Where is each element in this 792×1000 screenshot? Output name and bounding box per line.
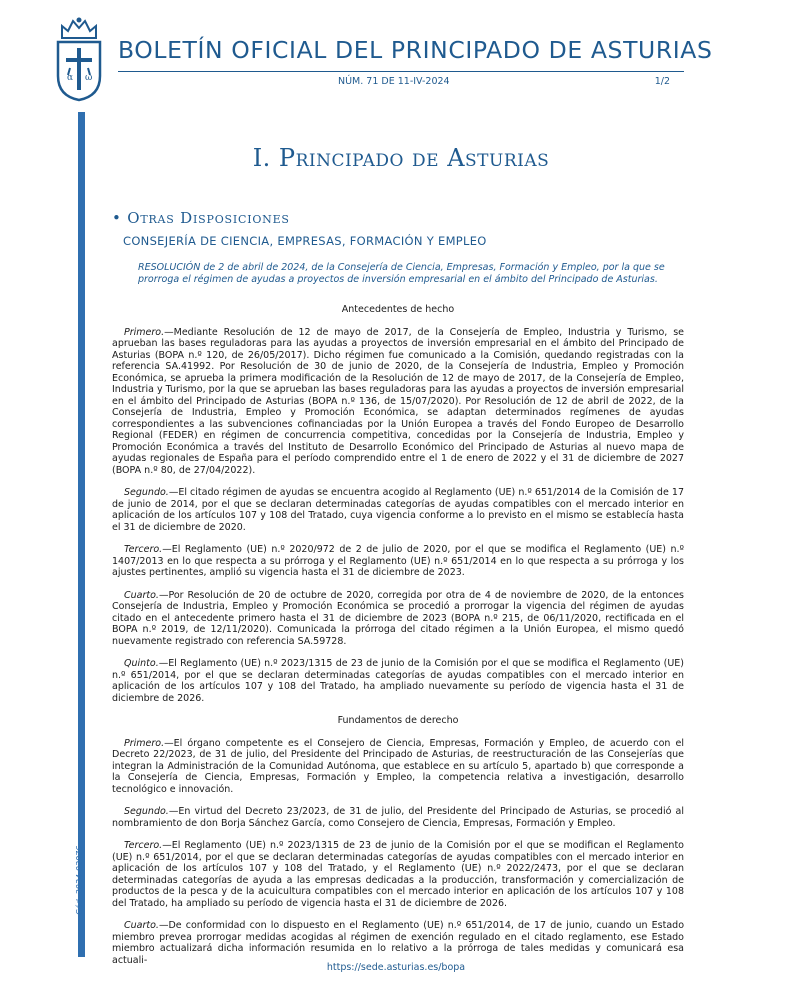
- issue-number: NÚM. 71 DE 11-IV-2024: [338, 76, 450, 87]
- paragraph-text: —El órgano competente es el Consejero de Ciencia, Empresas, Formación y Empleo, de acuerdo con el Decreto 22/2023, de 31 de julio, del Presidente del Principado de Asturias, de reestructuración de las Consejerías que integran la Administración de la Comunidad Autónoma, que establece en su artículo 5, apartado b) que corresponde a la Consejería de Ciencia, Empresas, Formación y Empleo, la competencia relativa a investigación, desarrollo tecnológico e innovación.: [112, 737, 684, 795]
- paragraph: [112, 590, 684, 648]
- subsection-title: • Otras Disposiciones: [112, 209, 290, 227]
- paragraph: [112, 806, 684, 829]
- ministry-name: CONSEJERÍA DE CIENCIA, EMPRESAS, FORMACIÓN Y EMPLEO: [123, 234, 487, 248]
- antecedentes-heading: Antecedentes de hecho: [341, 304, 455, 315]
- paragraph-text: —El Reglamento (UE) n.º 2023/1315 de 23 de junio de la Comisión por el que se modifica el Reglamento (UE) n.º 651/2014, por el que se declaran determinadas categorías de ayudas compatibles con el mercado interior en aplicación de los artículos 107 y 108 del Tratado, ha ampliado nuevamente su período de vigencia hasta el 31 de diciembre de 2026.: [112, 658, 684, 704]
- paragraph: [112, 327, 684, 477]
- paragraph-lead: Cuarto.: [124, 589, 159, 601]
- asturias-coat-of-arms-icon: [54, 16, 104, 102]
- bulletin-title: BOLETÍN OFICIAL DEL PRINCIPADO DE ASTURIAS: [118, 36, 713, 64]
- paragraph-text: —De conformidad con lo dispuesto en el Reglamento (UE) n.º 651/2014, de 17 de junio, cuando un Estado miembro prevea prorrogar medidas acogidas al régimen de exención regulado en el citado reglamento, ese Estado miembro actualizará dicha información resumida en lo relativo a la prórroga de tales medidas y comunicará esa actuali-: [112, 920, 684, 966]
- paragraph-text: —Por Resolución de 20 de octubre de 2020, corregida por otra de 4 de noviembre de 2020, de la entonces Consejería de Industria, Empleo y Promoción Económica se procedió a prorrogar la vigencia del régimen de ayudas citado en el antecedente primero hasta el 31 de diciembre de 2023 (BOPA n.º 215, de 06/11/2020, rectificada en el BOPA n.º 2019, de 12/11/2020). Comunicada la prórroga del citado régimen a la Unión Europea, el mismo quedó nuevamente registrado con referencia SA.59728.: [112, 589, 684, 647]
- issue-line: [118, 76, 684, 90]
- paragraph-lead: Quinto.: [124, 658, 159, 669]
- svg-text:ω: ω: [85, 73, 93, 83]
- paragraph: [112, 840, 684, 909]
- paragraph: [112, 738, 684, 796]
- paragraph-lead: Primero.: [124, 326, 165, 338]
- paragraph-lead: Tercero.: [124, 840, 163, 851]
- svg-text:α: α: [67, 73, 74, 83]
- paragraph-text: —Mediante Resolución de 12 de mayo de 2017, de la Consejería de Empleo, Industria y Turismo, se aprueban las bases reguladoras para las ayudas a proyectos de inversión empresarial en el ámbito del Principado de Asturias (BOPA n.º 120, de 26/05/2017). Dicho régimen fue comunicado a la Comisión, quedando registradas con la referencia SA.41992. Por Resolución de 30 de junio de 2020, de la Consejería de Industria, Empleo y Promoción Económica, se aprueba la primera modificación de la Resolución de 12 de mayo de 2017, de la Consejería de Empleo, Industria y Turismo, por la que se aprueban las bases reguladoras para las ayudas a proyectos de inversión empresarial en el ámbito del Principado de Asturias (BOPA n.º 136, de 15/07/2020). Por Resolución de 12 de abril de 2022, de la Consejería de Industria, Empleo y Promoción Económica, se adaptan determinados regímenes de ayudas correspondientes a las subvenciones cofinanciadas por la Unión Europea a través del Fondo Europeo de Desarrollo Regional (FEDER) en régimen de concurrencia competitiva, concedidas por la Consejería de Industria, Empleo y Promoción Económica a través del Instituto de Desarrollo Económico del Principado de Asturias al nuevo mapa de ayudas regionales de España para el período comprendido entre el 1 de enero de 2022 y el 31 de diciembre de 2027 (BOPA n.º 80, de 27/04/2022).: [112, 326, 684, 476]
- paragraph-lead: Primero.: [124, 737, 165, 749]
- paragraph-lead: Cuarto.: [124, 920, 159, 931]
- paragraph-text: —En virtud del Decreto 23/2023, de 31 de julio, del Presidente del Principado de Asturias, se procedió al nombramiento de don Borja Sánchez García, como Consejero de Ciencia, Empresas, Formación y Empleo.: [112, 806, 684, 829]
- paragraph: [112, 544, 684, 579]
- document-code: Cód. 2024-02976: [75, 845, 84, 915]
- paragraph: [112, 487, 684, 533]
- page-number: 1/2: [654, 76, 670, 87]
- paragraph-text: —El Reglamento (UE) n.º 2020/972 de 2 de julio de 2020, por el que se modifica el Reglamento (UE) n.º 1407/2013 en lo que respecta a su prórroga y el Reglamento (UE) n.º 651/2014 en lo que respecta a su prórroga y los ajustes pertinentes, amplió su vigencia hasta el 31 de diciembre de 2023.: [112, 544, 684, 578]
- footer-url: https://sede.asturias.es/bopa: [326, 962, 466, 973]
- paragraph-lead: Tercero.: [124, 544, 163, 555]
- paragraph-lead: Segundo.: [124, 806, 169, 817]
- paragraph-text: —El Reglamento (UE) n.º 2023/1315 de 23 de junio de la Comisión por el que se modifican el Reglamento (UE) n.º 651/2014, por el que se declaran determinadas categorías de ayudas compatibles con el mercado interior en aplicación de los artículos 107 y 108 del Tratado, y el Reglamento (UE) n.º 2022/2473, por el que se declaran determinadas categorías de ayuda a las empresas dedicadas a la producción, transformación y comercialización de productos de la pesca y de la acuicultura compatibles con el mercado interior en aplicación de los artículos 107 y 108 del Tratado, ha ampliado su período de vigencia hasta el 31 de diciembre de 2026.: [112, 840, 684, 909]
- resolution-summary: RESOLUCIÓN de 2 de abril de 2024, de la Consejería de Ciencia, Empresas, Formación y Empleo, por la que se prorroga el régimen de ayudas a proyectos de inversión empresarial en el ámbito del Principado de Asturias.: [138, 262, 665, 285]
- section-title: I. Principado de Asturias: [252, 144, 550, 172]
- paragraph-text: —El citado régimen de ayudas se encuentra acogido al Reglamento (UE) n.º 651/2014 de la Comisión de 17 de junio de 2014, por el que se declaran determinadas categorías de ayudas compatibles con el mercado interior en aplicación de los artículos 107 y 108 del Tratado, cuya vigencia conforme a lo previsto en el mismo se establecía hasta el 31 de diciembre de 2020.: [112, 487, 684, 533]
- document-body: [112, 304, 684, 966]
- paragraph-lead: Segundo.: [124, 487, 169, 498]
- paragraph: [112, 658, 684, 704]
- fundamentos-heading: Fundamentos de derecho: [337, 715, 459, 726]
- side-bar: [78, 112, 85, 957]
- paragraph: [112, 920, 684, 966]
- header-divider: [118, 71, 684, 72]
